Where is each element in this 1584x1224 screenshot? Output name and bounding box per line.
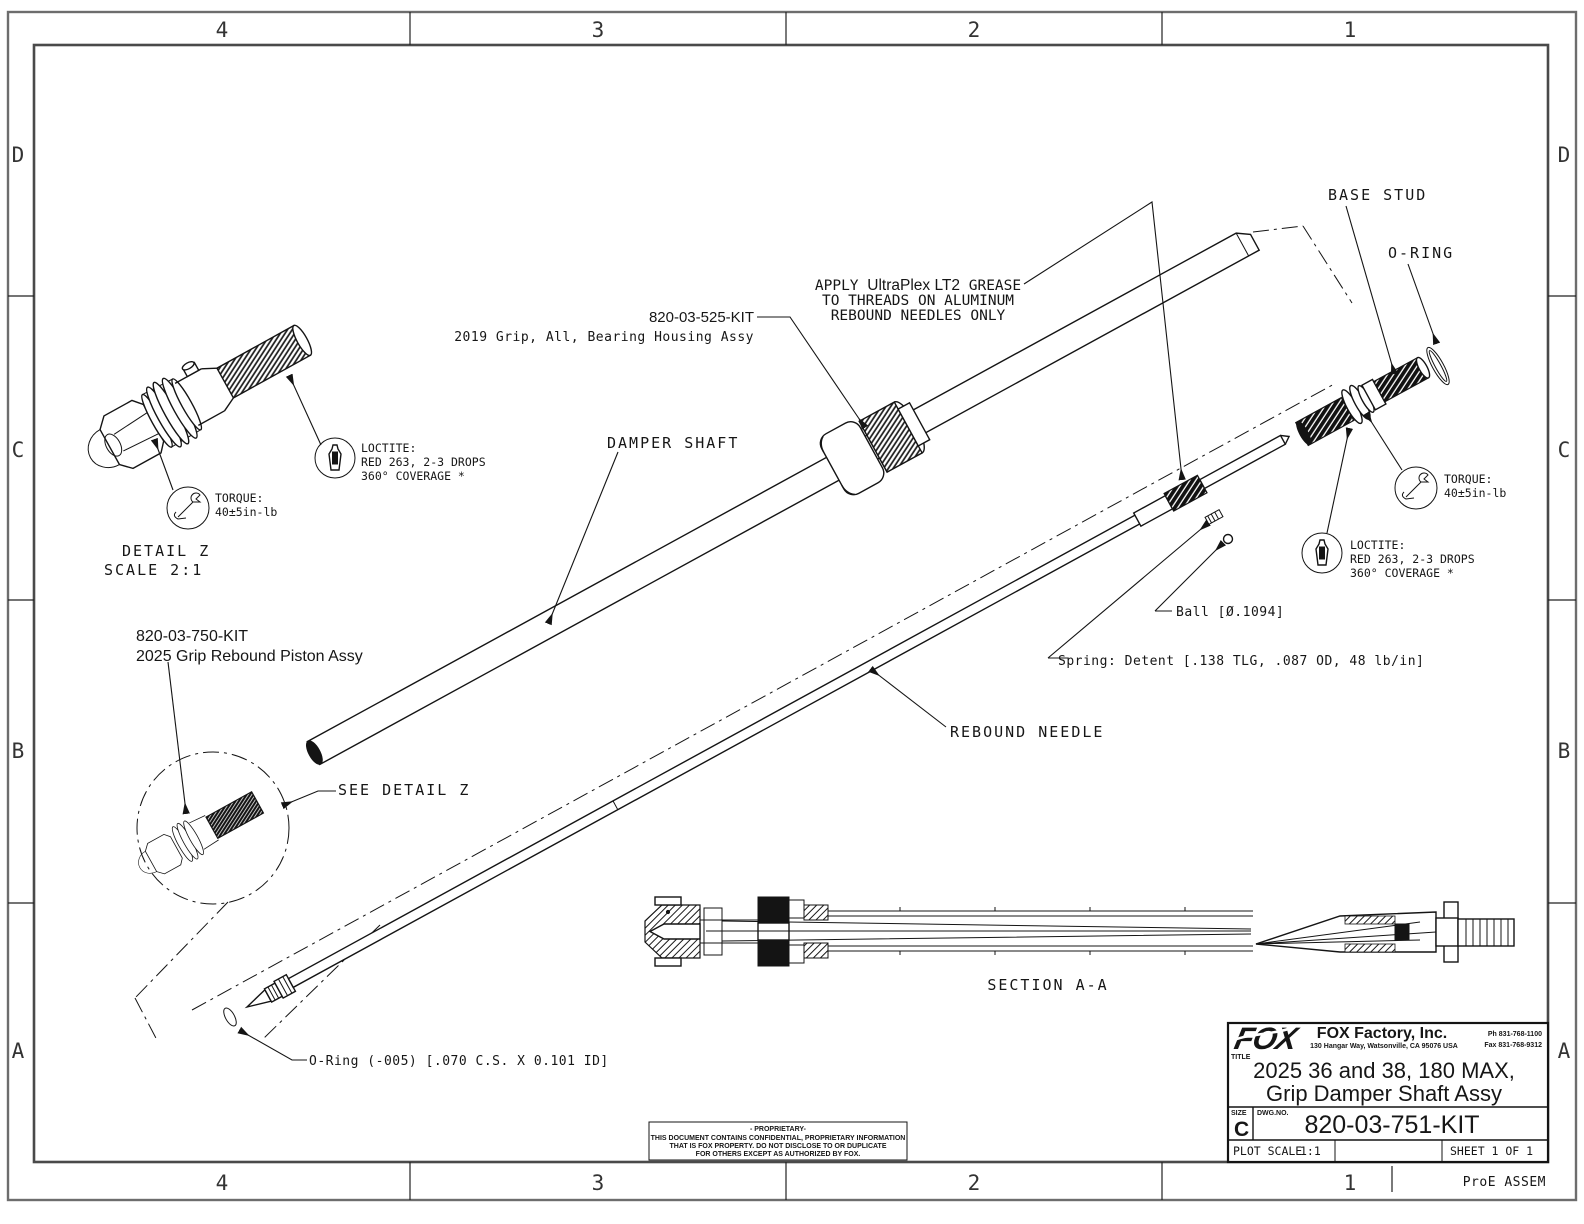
- proprietary-box: [649, 1122, 907, 1160]
- section-view: [645, 897, 1514, 966]
- size-label: SIZE: [1231, 1110, 1247, 1117]
- base-stud-part: [1291, 349, 1436, 451]
- detail-z-part: [73, 306, 323, 488]
- loctite-l3-left: 360° COVERAGE *: [361, 469, 465, 483]
- company-address: 130 Hangar Way, Watsonville, CA 95076 USA: [1310, 1043, 1458, 1050]
- zone-row-a-right: A: [1557, 1039, 1571, 1063]
- grease-note-l3: REBOUND NEEDLES ONLY: [830, 308, 1006, 324]
- o-ring-part: [1423, 345, 1453, 387]
- loctite-symbol-left: [315, 438, 355, 478]
- kit750-desc: 2025 Grip Rebound Piston Assy: [136, 648, 363, 665]
- grease-note: [815, 277, 1021, 324]
- wrench-icon: [174, 493, 200, 519]
- small-o-ring-part: [221, 1006, 239, 1028]
- plot-scale-label: PLOT SCALE: [1233, 1144, 1303, 1158]
- company-fax: Fax 831-768-9312: [1484, 1042, 1542, 1049]
- zone-row-c-left: C: [11, 438, 25, 462]
- zone-col-4-top: 4: [215, 18, 229, 42]
- plot-scale-value: 1:1: [1300, 1144, 1321, 1158]
- proprietary-l4: FOR OTHERS EXCEPT AS AUTHORIZED BY FOX.: [695, 1151, 861, 1158]
- detent-spring: [1205, 510, 1223, 525]
- loctite-l1-right: LOCTITE:: [1350, 538, 1406, 552]
- oring-spec-callout: O-Ring (-005) [.070 C.S. X 0.101 ID]: [309, 1054, 609, 1069]
- zone-col-1-top: 1: [1343, 18, 1357, 42]
- company-name: FOX Factory, Inc.: [1316, 1025, 1448, 1042]
- torque-value-right: 40±5in-lb: [1444, 486, 1507, 500]
- spring-callout: Spring: Detent [.138 TLG, .087 OD, 48 lb/in]: [1058, 654, 1425, 669]
- zone-row-b-right: B: [1557, 739, 1571, 763]
- zone-col-3-top: 3: [591, 18, 605, 42]
- torque-value-left: 40±5in-lb: [215, 505, 278, 519]
- see-detail-label: SEE DETAIL Z: [338, 781, 471, 799]
- o-ring-label: O-RING: [1388, 244, 1455, 262]
- company-phone: Ph 831-768-1100: [1487, 1031, 1542, 1038]
- dwg-no-value: 820-03-751-KIT: [1304, 1111, 1480, 1139]
- grease-note-l1c: GREASE: [960, 278, 1022, 294]
- zone-col-2-top: 2: [967, 18, 981, 42]
- rebound-needle-label: REBOUND NEEDLE: [950, 723, 1105, 741]
- grease-note-l1b: UltraPlex LT2: [867, 277, 961, 294]
- wrench-icon: [1402, 473, 1428, 499]
- kit525-pn: 820-03-525-KIT: [648, 309, 754, 326]
- zone-row-a-left: A: [11, 1039, 25, 1063]
- kit525-desc: 2019 Grip, All, Bearing Housing Assy: [454, 330, 754, 345]
- sheet-label: SHEET 1 OF 1: [1450, 1144, 1534, 1158]
- detent-ball: [1224, 535, 1233, 544]
- zone-row-b-left: B: [11, 739, 25, 763]
- drawing-title-line1: 2025 36 and 38, 180 MAX,: [1253, 1058, 1515, 1083]
- grease-note-l2: TO THREADS ON ALUMINUM: [821, 293, 1015, 309]
- zone-row-d-left: D: [11, 143, 25, 167]
- grease-note-l1a: APPLY: [814, 278, 868, 294]
- detail-z-small-part: [130, 785, 267, 886]
- fox-logo-text: FOX: [1231, 1021, 1300, 1056]
- torque-label-left: TORQUE:: [215, 491, 264, 505]
- loctite-l3-right: 360° COVERAGE *: [1350, 566, 1454, 580]
- title-label: TITLE: [1231, 1054, 1251, 1061]
- dwg-no-label: DWG.NO.: [1257, 1110, 1289, 1117]
- proprietary-l3: THAT IS FOX PROPERTY. DO NOT DISCLOSE TO OR DUPLICATE: [669, 1143, 887, 1150]
- loctite-l1-left: LOCTITE:: [361, 441, 417, 455]
- zone-col-4-bottom: 4: [215, 1171, 229, 1195]
- torque-symbol-left: [167, 487, 209, 529]
- detail-z-label: DETAIL Z: [122, 542, 211, 560]
- base-stud-label: BASE STUD: [1328, 186, 1428, 204]
- zone-row-d-right: D: [1557, 143, 1571, 167]
- zone-col-1-bottom: 1: [1343, 1171, 1357, 1195]
- title-block: [1228, 1021, 1548, 1162]
- svg-text:APPLY UltraPlex LT2 GREASE: [815, 277, 1021, 294]
- loctite-bottle-icon: [329, 445, 341, 470]
- section-label: SECTION A-A: [987, 976, 1109, 994]
- torque-label-right: TORQUE:: [1444, 472, 1493, 486]
- torque-symbol-right: [1395, 467, 1437, 509]
- drawing-title-line2: Grip Damper Shaft Assy: [1266, 1081, 1502, 1106]
- zone-col-2-bottom: 2: [967, 1171, 981, 1195]
- loctite-l2-left: RED 263, 2-3 DROPS: [361, 455, 486, 469]
- loctite-l2-right: RED 263, 2-3 DROPS: [1350, 552, 1475, 566]
- detail-z-scale: SCALE 2:1: [104, 561, 204, 579]
- ball-callout: Ball [Ø.1094]: [1176, 605, 1285, 620]
- zone-col-3-bottom: 3: [591, 1171, 605, 1195]
- kit750-pn: 820-03-750-KIT: [136, 628, 249, 645]
- damper-shaft-label: DAMPER SHAFT: [607, 434, 740, 452]
- plot-note: ProE ASSEM: [1462, 1175, 1546, 1190]
- proprietary-l2: THIS DOCUMENT CONTAINS CONFIDENTIAL, PROPRIETARY INFORMATION: [650, 1135, 906, 1142]
- loctite-bottle-icon: [1316, 540, 1328, 565]
- damper-shaft-tube: [293, 209, 1269, 785]
- loctite-symbol-right: [1302, 533, 1342, 573]
- zone-row-c-right: C: [1557, 438, 1571, 462]
- proprietary-l1: - PROPRIETARY-: [749, 1126, 807, 1133]
- size-value: C: [1234, 1118, 1250, 1141]
